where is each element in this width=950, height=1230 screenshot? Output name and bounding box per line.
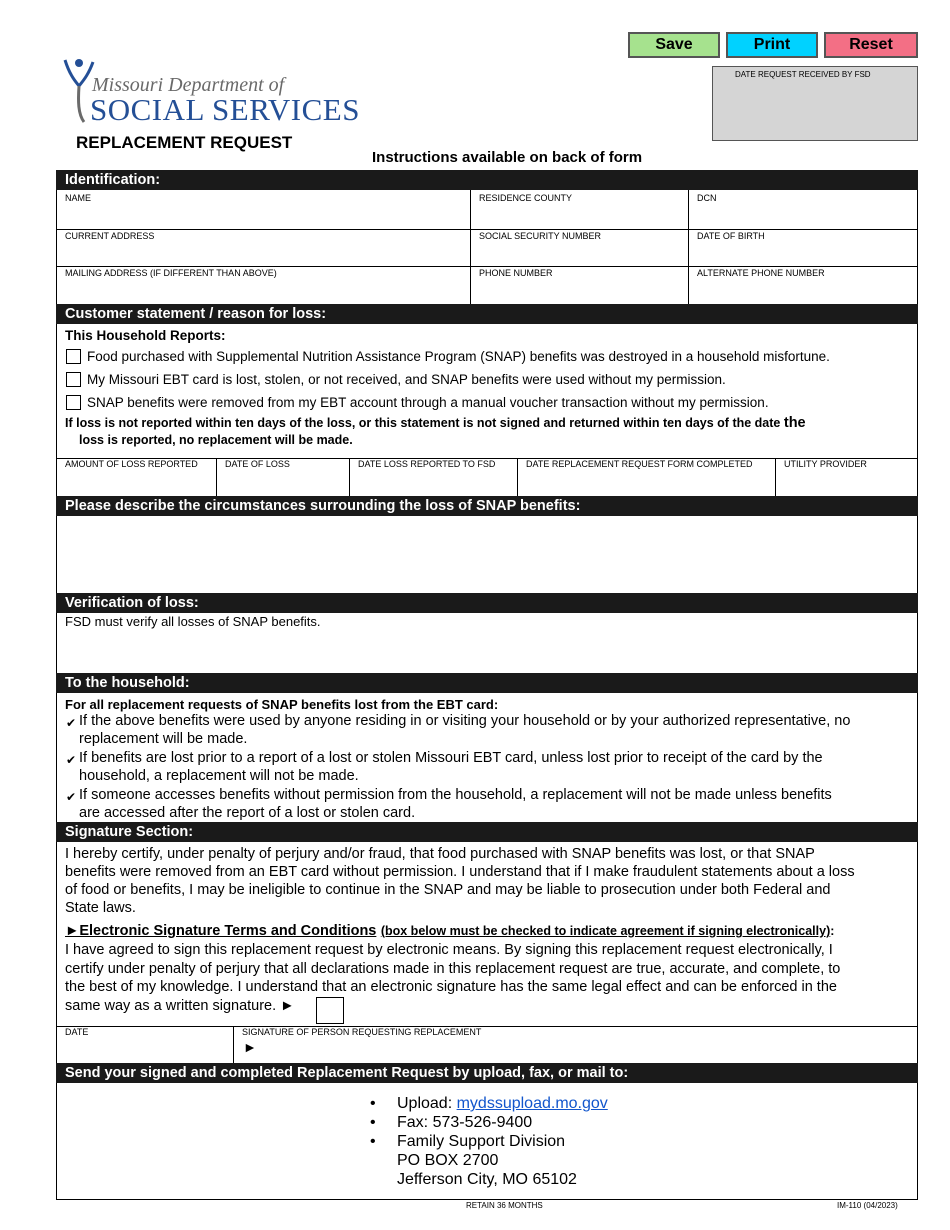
send-mail-item: • Family Support Division PO BOX 2700 Jefferson City, MO 65102 [370, 1133, 577, 1188]
household-item-1: If the above benefits were used by anyone residing in or visiting your household or by your authorized representative, no [79, 713, 851, 729]
instructions-note: Instructions available on back of form [372, 149, 643, 166]
date-field[interactable]: DATE [65, 1027, 89, 1037]
date-of-loss-field[interactable]: DATE OF LOSS [225, 459, 290, 469]
household-reports-label: This Household Reports: [65, 328, 226, 343]
upload-link[interactable]: mydssupload.mo.gov [456, 1095, 608, 1112]
print-button[interactable]: Print [726, 32, 818, 58]
ssn-field[interactable]: SOCIAL SECURITY NUMBER [479, 231, 602, 241]
household-item-3: If someone accesses benefits without permission from the household, a replacement will not be made unless benefits [79, 787, 832, 803]
date-received-label: DATE REQUEST RECEIVED BY FSD [735, 70, 871, 79]
esig-line-4: same way as a written signature. ► [65, 998, 295, 1014]
check-icon: ✔ [66, 753, 77, 767]
identification-header: Identification: [56, 170, 918, 190]
logo-line1: Missouri Department of [92, 74, 285, 96]
residence-county-field[interactable]: RESIDENCE COUNTY [479, 193, 573, 203]
signature-arrow-icon: ► [243, 1039, 257, 1055]
date-reported-field[interactable]: DATE LOSS REPORTED TO FSD [358, 459, 496, 469]
bullet-icon: • [370, 1095, 376, 1112]
date-completed-field[interactable]: DATE REPLACEMENT REQUEST FORM COMPLETED [526, 459, 753, 469]
amount-of-loss-field[interactable]: AMOUNT OF LOSS REPORTED [65, 459, 198, 469]
mailing-address-field[interactable]: MAILING ADDRESS (IF DIFFERENT THAN ABOVE) [65, 268, 277, 278]
esig-line-1: I have agreed to sign this replacement request by electronic means. By signing this replacement request electronically, I [65, 942, 833, 958]
describe-textarea[interactable] [57, 516, 917, 593]
loss-warning-line2: loss is reported, no replacement will be made. [79, 433, 353, 447]
date-received-box[interactable] [712, 66, 918, 141]
esig-line-3: the best of my knowledge. I understand that an electronic signature has the same legal effect and can be enforced in the [65, 979, 837, 995]
check-icon: ✔ [66, 790, 77, 804]
esig-heading: ►Electronic Signature Terms and Conditions (box below must be checked to indicate agreement if signing electronically): [65, 923, 835, 939]
household-item-2b: household, a replacement will not be made. [79, 768, 359, 784]
send-methods-list [370, 1094, 608, 1189]
save-button[interactable]: Save [628, 32, 720, 58]
option-destroyed-label: Food purchased with Supplemental Nutrition Assistance Program (SNAP) benefits was destroyed in a household misfortune. [87, 349, 830, 364]
form-id: IM-110 (04/2023) [837, 1201, 898, 1210]
household-item-3b: are accessed after the report of a lost or stolen card. [79, 805, 416, 821]
check-icon: ✔ [66, 716, 77, 730]
send-header: Send your signed and completed Replacement Request by upload, fax, or mail to: [56, 1063, 918, 1083]
name-field[interactable]: NAME [65, 193, 92, 203]
certify-line-1: I hereby certify, under penalty of perjury and/or fraud, that food purchased with SNAP benefits was lost, or that SNAP [65, 846, 815, 862]
household-item-1b: replacement will be made. [79, 731, 248, 747]
phone-field[interactable]: PHONE NUMBER [479, 268, 553, 278]
verification-text: FSD must verify all losses of SNAP benefits. [65, 614, 321, 629]
option-manual-voucher-checkbox[interactable] [66, 395, 81, 410]
dob-field[interactable]: DATE OF BIRTH [697, 231, 765, 241]
option-card-lost-label: My Missouri EBT card is lost, stolen, or not received, and SNAP benefits were used without my permission. [87, 372, 726, 387]
utility-provider-field[interactable]: UTILITY PROVIDER [784, 459, 867, 469]
loss-warning: If loss is not reported within ten days of the loss, or this statement is not signed and returned within ten days of the date the [65, 415, 806, 431]
describe-header: Please describe the circumstances surrounding the loss of SNAP benefits: [56, 496, 918, 516]
statement-header: Customer statement / reason for loss: [56, 304, 918, 324]
send-upload-item: • Upload: mydssupload.mo.gov [370, 1095, 608, 1112]
retain-note: RETAIN 36 MONTHS [466, 1201, 543, 1210]
option-manual-voucher-label: SNAP benefits were removed from my EBT account through a manual voucher transaction without my permission. [87, 395, 769, 410]
alt-phone-field[interactable]: ALTERNATE PHONE NUMBER [697, 268, 825, 278]
certify-line-4: State laws. [65, 900, 136, 916]
option-destroyed-checkbox[interactable] [66, 349, 81, 364]
dcn-field[interactable]: DCN [697, 193, 717, 203]
esig-line-2: certify under penalty of perjury that all declarations made in this replacement request are true, accurate, and complete, to [65, 961, 841, 977]
esig-agree-checkbox[interactable] [316, 997, 344, 1024]
logo-line2: SOCIAL SERVICES [90, 92, 360, 127]
current-address-field[interactable]: CURRENT ADDRESS [65, 231, 155, 241]
option-card-lost-checkbox[interactable] [66, 372, 81, 387]
verification-header: Verification of loss: [56, 593, 918, 613]
certify-line-2: benefits were removed from an EBT card without permission. I understand that if I make fraudulent statements about a loss [65, 864, 855, 880]
signature-header: Signature Section: [56, 822, 918, 842]
page-title: REPLACEMENT REQUEST [76, 133, 293, 152]
certify-line-3: of food or benefits, I may be ineligible to continue in the SNAP and may be liable to prosecution under both Federal and [65, 882, 831, 898]
bullet-icon: • [370, 1133, 376, 1150]
signature-field[interactable]: SIGNATURE OF PERSON REQUESTING REPLACEMENT [242, 1027, 482, 1037]
send-fax-item: • Fax: 573-526-9400 [370, 1114, 533, 1131]
household-item-2: If benefits are lost prior to a report of a lost or stolen Missouri EBT card, unless lost prior to receipt of the card by the [79, 750, 823, 766]
reset-button[interactable]: Reset [824, 32, 918, 58]
household-intro: For all replacement requests of SNAP benefits lost from the EBT card: [65, 697, 499, 712]
bullet-icon: • [370, 1114, 376, 1131]
household-header: To the household: [56, 673, 918, 693]
